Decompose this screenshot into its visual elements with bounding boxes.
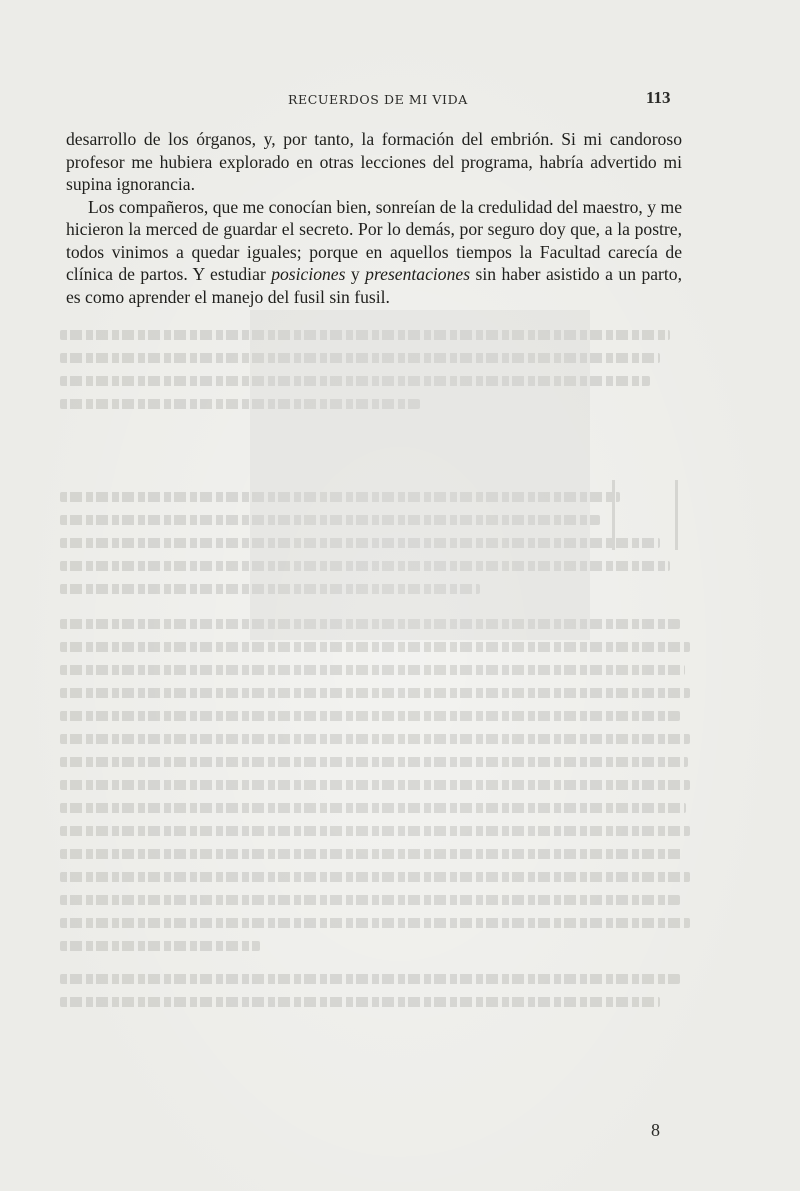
running-title: RECUERDOS DE MI VIDA (288, 92, 468, 107)
paragraph-text: y (345, 264, 366, 284)
page-number: 113 (646, 88, 671, 107)
paragraph-continuation: desarrollo de los órganos, y, por tanto, la formación del embrión. Si mi candoroso profesor me hubiera explorado en otras lecciones del programa, habría advertido mi supina ignorancia. (66, 129, 682, 194)
body-text (66, 128, 682, 308)
italic-term: posiciones (271, 264, 346, 284)
paragraph-text: sin haber asistido a un parto, es como aprender el manejo del fusil sin fusil. (66, 264, 682, 307)
paragraph-text: Los compañeros, que me conocían bien, sonreían de la credulidad del maestro, y me hicieron la merced de guardar el secreto. Por lo demás, por seguro doy que, a la postre, todos vinimos a quedar iguales; porque en aquellos tiempos la Facultad carecía de clínica de partos. Y estudiar (66, 196, 682, 284)
signature-mark: 8 (651, 1120, 660, 1140)
italic-term: presentaciones (365, 264, 471, 284)
paragraph (66, 196, 682, 309)
reverse-side-bleed-through (60, 310, 700, 1050)
